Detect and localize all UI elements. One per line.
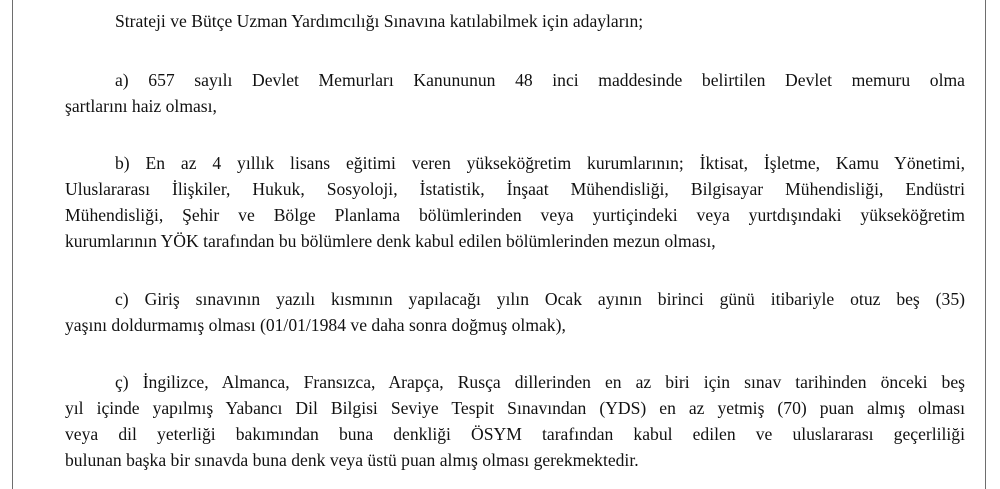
page-edge-left <box>12 0 13 489</box>
item-c-line-2: yaşını doldurmamış olması (01/01/1984 ve daha sonra doğmuş olmak), <box>65 315 566 335</box>
item-a-line-1: a) 657 sayılı Devlet Memurları Kanununun 48 inci maddesinde belirtilen Devlet memuru olma <box>115 70 965 90</box>
item-b-line-3: Mühendisliği, Şehir ve Bölge Planlama bölümlerinden veya yurtiçindeki veya yurtdışındaki yükseköğretim <box>65 205 965 225</box>
intro-paragraph: Strateji ve Bütçe Uzman Yardımcılığı Sınavına katılabilmek için adayların; <box>115 11 644 31</box>
item-cedilla-line-4: bulunan başka bir sınavda buna denk veya üstü puan almış olması gerekmektedir. <box>65 450 639 470</box>
item-b-line-1: b) En az 4 yıllık lisans eğitimi veren yükseköğretim kurumlarının; İktisat, İşletme, Kamu Yönetimi, <box>115 153 965 173</box>
item-a-line-2: şartlarını haiz olması, <box>65 96 217 116</box>
item-cedilla-line-1: ç) İngilizce, Almanca, Fransızca, Arapça, Rusça dillerinden en az biri için sınav tarihinden önceki beş <box>115 372 965 392</box>
item-cedilla-line-3: veya dil yeterliği bakımından buna denkliği ÖSYM tarafından kabul edilen ve uluslararası geçerliliği <box>65 424 965 444</box>
item-b-line-2: Uluslararası İlişkiler, Hukuk, Sosyoloji, İstatistik, İnşaat Mühendisliği, Bilgisayar Mühendisliği, Endüstri <box>65 179 965 199</box>
item-c-line-1: c) Giriş sınavının yazılı kısmının yapılacağı yılın Ocak ayının birinci günü itibariyle otuz beş (35) <box>115 289 965 309</box>
item-b-line-4: kurumlarının YÖK tarafından bu bölümlere denk kabul edilen bölümlerinden mezun olması, <box>65 231 716 251</box>
page-edge-right <box>985 0 986 489</box>
item-cedilla-line-2: yıl içinde yapılmış Yabancı Dil Bilgisi Seviye Tespit Sınavından (YDS) en az yetmiş (70) puan almış olması <box>65 398 965 418</box>
